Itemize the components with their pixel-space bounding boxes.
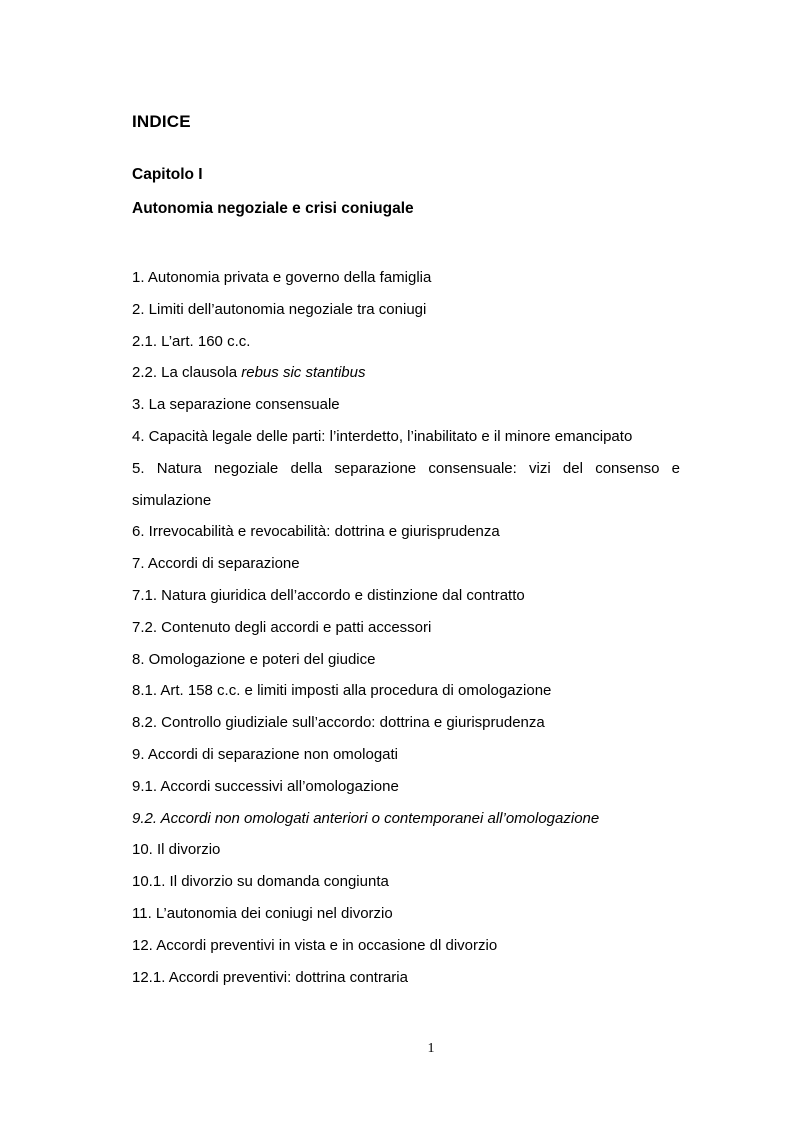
toc-entry: 8.1. Art. 158 c.c. e limiti imposti alla procedura di omologazione [132,682,552,700]
toc-entry-italic-text: rebus sic stantibus [241,364,366,382]
toc-entry-wrapped-line-2: simulazione [132,491,212,509]
toc-entry: 11. L’autonomia dei coniugi nel divorzio [132,904,393,922]
toc-entry: 12.1. Accordi preventivi: dottrina contraria [132,968,408,986]
chapter-title: Autonomia negoziale e crisi coniugale [132,200,414,217]
toc-entry: 9. Accordi di separazione non omologati [132,745,399,763]
toc-entry: 9.2. Accordi non omologati anteriori o contemporanei all’omologazione [132,809,600,827]
toc-entry [132,357,680,389]
index-heading: INDICE [132,112,191,131]
toc-entry: 10.1. Il divorzio su domanda congiunta [132,873,389,891]
chapter-label: Capitolo I [132,166,203,183]
toc-entry: 8. Omologazione e poteri del giudice [132,650,376,668]
toc-entry: 3. La separazione consensuale [132,396,340,414]
toc-entry: 7. Accordi di separazione [132,555,300,573]
toc-entry: 10. Il divorzio [132,841,221,859]
toc-entry: 6. Irrevocabilità e revocabilità: dottrina e giurisprudenza [132,523,500,541]
toc-entry-wrapped-line-1: 5. Natura negoziale della separazione consensuale: vizi del consenso e [132,459,680,477]
page-number: 1 [427,1041,435,1056]
toc-entry: 7.1. Natura giuridica dell’accordo e distinzione dal contratto [132,586,525,604]
toc-entry: 2. Limiti dell’autonomia negoziale tra coniugi [132,300,427,318]
toc-entry-text: 2.2. La clausola [132,364,242,382]
toc-entry: 2.1. L’art. 160 c.c. [132,332,251,350]
toc-entry: 12. Accordi preventivi in vista e in occasione dl divorzio [132,936,498,954]
toc-entry: 9.1. Accordi successivi all’omologazione [132,777,399,795]
toc-entry: 7.2. Contenuto degli accordi e patti accessori [132,618,432,636]
table-of-contents [132,262,680,993]
toc-entry: 1. Autonomia privata e governo della famiglia [132,269,432,286]
toc-entry: 4. Capacità legale delle parti: l’interdetto, l’inabilitato e il minore emancipato [132,427,633,445]
toc-entry: 8.2. Controllo giudiziale sull’accordo: dottrina e giurisprudenza [132,714,545,732]
